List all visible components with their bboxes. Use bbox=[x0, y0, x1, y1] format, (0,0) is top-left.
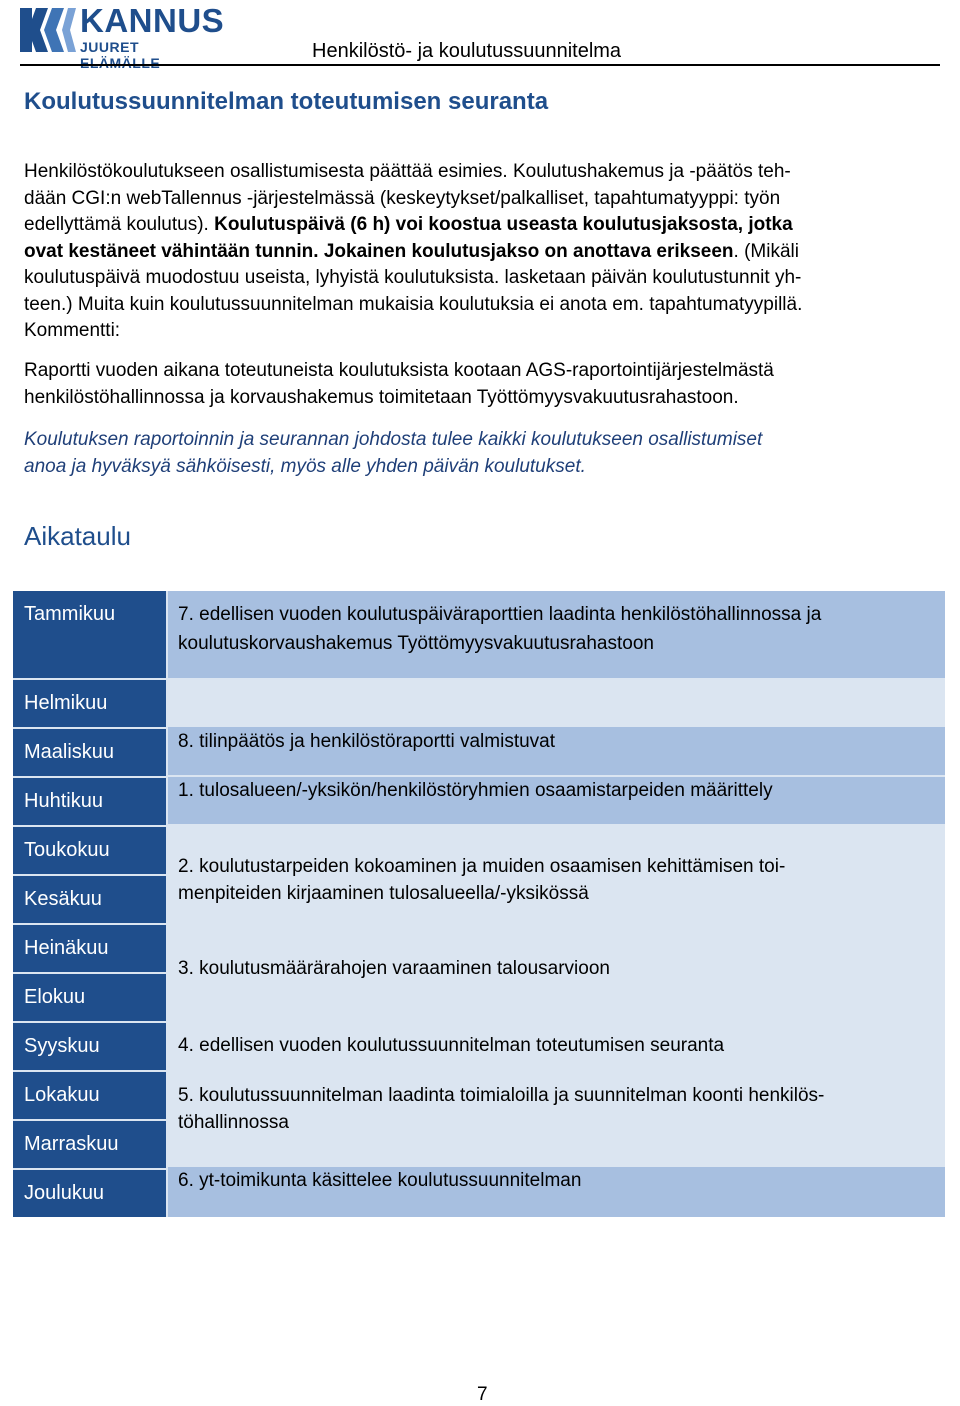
text-line: 5. koulutussuunnitelman laadinta toimialoilla ja suunnitelman koonti henkilös- bbox=[178, 1085, 825, 1106]
text-line: anoa ja hyväksyä sähköisesti, myös alle yhden päivän koulutukset. bbox=[24, 455, 586, 477]
text-line: töhallinnossa bbox=[178, 1111, 289, 1133]
kannus-logo-mark-icon bbox=[18, 4, 78, 56]
month-cell: Joulukuu bbox=[13, 1170, 166, 1217]
schedule-heading: Aikataulu bbox=[24, 521, 131, 551]
text-line: koulutuskorvaushakemus Työttömyysvakuutusrahastoon bbox=[178, 632, 654, 654]
task-text bbox=[178, 1168, 943, 1195]
task-text bbox=[178, 778, 943, 805]
schedule-table bbox=[13, 591, 945, 1217]
task-text bbox=[178, 1083, 943, 1136]
task-text bbox=[178, 854, 943, 907]
logo-tagline: JUURET ELÄMÄLLE bbox=[80, 39, 161, 71]
month-cell: Toukokuu bbox=[13, 827, 166, 874]
task-text bbox=[178, 602, 943, 657]
text-line: Henkilöstökoulutukseen osallistumisesta päättää esimies. Koulutushakemus ja -päätös teh- bbox=[24, 161, 791, 182]
bold-text-span: Koulutuspäivä (6 h) voi koostua useasta koulutusjaksosta, jotka bbox=[214, 214, 793, 235]
month-cell: Heinäkuu bbox=[13, 925, 166, 972]
header-divider bbox=[20, 64, 940, 66]
text-line: menpiteiden kirjaaminen tulosalueella/-yksikössä bbox=[178, 882, 589, 904]
text-line: 3. koulutusmäärärahojen varaaminen talousarvioon bbox=[178, 958, 610, 979]
text-line: 7. edellisen vuoden koulutuspäiväraporttien laadinta henkilöstöhallinnossa ja bbox=[178, 604, 822, 625]
text-line: koulutuspäivä muodostuu useista, lyhyistä koulutuksista. lasketaan päivän koulutustunnit yh- bbox=[24, 267, 802, 288]
month-cell: Syyskuu bbox=[13, 1023, 166, 1070]
text-line: 1. tulosalueen/-yksikön/henkilöstöryhmien osaamistarpeiden määrittely bbox=[178, 780, 773, 801]
month-cell: Tammikuu bbox=[13, 591, 166, 678]
bold-text-span: ovat kestäneet vähintään tunnin. Jokainen koulutusjakso on anottava erikseen bbox=[24, 240, 734, 262]
text-line: Kommentti: bbox=[24, 320, 121, 341]
text-line: henkilöstöhallinnossa ja korvaushakemus toimitetaan Työttömyysvakuutusrahastoon. bbox=[24, 386, 739, 408]
task-text bbox=[178, 729, 943, 756]
text-line: 6. yt-toimikunta käsittelee koulutussuunnitelman bbox=[178, 1170, 582, 1191]
month-cell: Maaliskuu bbox=[13, 729, 166, 776]
page-number: 7 bbox=[477, 1384, 488, 1405]
kannus-logo bbox=[18, 2, 225, 71]
text-line: teen.) Muita kuin koulutussuunnitelman mukaisia koulutuksia ei anota em. tapahtumatyypillä. bbox=[24, 293, 803, 315]
text-line: 4. edellisen vuoden koulutussuunnitelman toteutumisen seuranta bbox=[178, 1035, 725, 1056]
text-line: Koulutuksen raportoinnin ja seurannan johdosta tulee kaikki koulutukseen osallistumiset bbox=[24, 429, 763, 450]
paragraph-participation bbox=[24, 159, 936, 345]
text-line: 8. tilinpäätös ja henkilöstöraportti valmistuvat bbox=[178, 731, 556, 752]
month-cell: Kesäkuu bbox=[13, 876, 166, 923]
text-line: 2. koulutustarpeiden kokoaminen ja muiden osaamisen kehittämisen toi- bbox=[178, 856, 786, 877]
task-text bbox=[178, 956, 943, 983]
section-title: Koulutussuunnitelman toteutumisen seuranta bbox=[24, 88, 549, 115]
text-line: Raportti vuoden aikana toteutuneista koulutuksista kootaan AGS-raportointijärjestelmästä bbox=[24, 360, 774, 381]
month-cell: Elokuu bbox=[13, 974, 166, 1021]
text-line: dään CGI:n webTallennus -järjestelmässä (keskeytykset/palkalliset, tapahtumatyyppi: työn bbox=[24, 187, 781, 209]
logo-name: KANNUS bbox=[80, 2, 225, 39]
text-line bbox=[24, 212, 936, 239]
month-cell: Marraskuu bbox=[13, 1121, 166, 1168]
month-cell: Helmikuu bbox=[13, 680, 166, 727]
month-cell: Lokakuu bbox=[13, 1072, 166, 1119]
text-span: . (Mikäli bbox=[733, 240, 799, 262]
text-line bbox=[24, 239, 936, 266]
document-title: Henkilöstö- ja koulutussuunnitelma bbox=[312, 40, 622, 62]
paragraph-electronic-application bbox=[24, 427, 936, 480]
paragraph-report bbox=[24, 358, 936, 411]
task-text bbox=[178, 1033, 943, 1060]
text-span: edellyttämä koulutus). bbox=[24, 214, 215, 235]
month-cell: Huhtikuu bbox=[13, 778, 166, 825]
